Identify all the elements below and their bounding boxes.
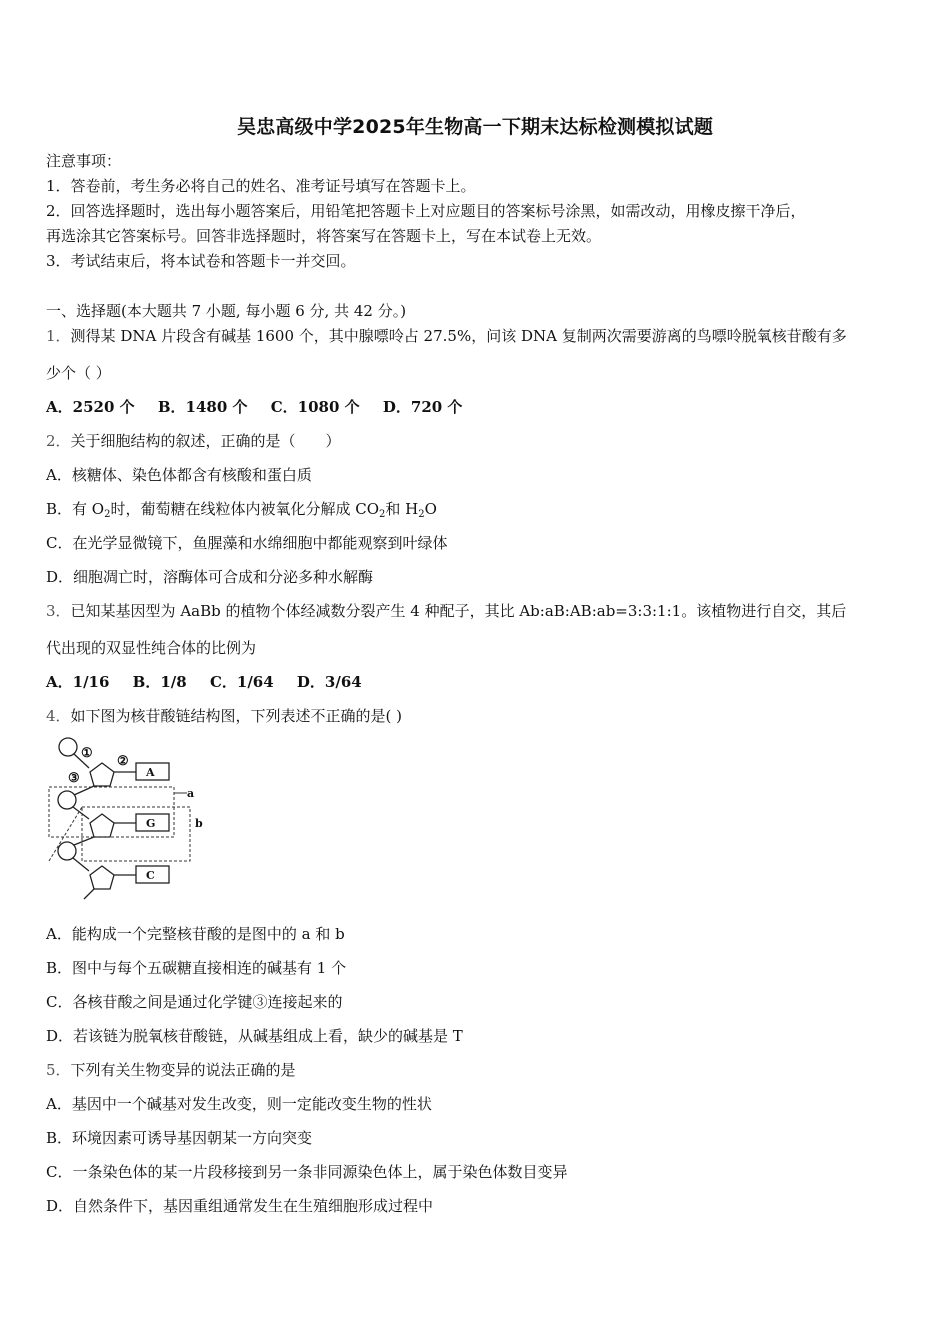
question-4-option-b: B．图中与每个五碳糖直接相连的碱基有 1 个 xyxy=(46,959,347,977)
base-label-a: A xyxy=(146,766,155,779)
option-a: A．1/16 xyxy=(46,673,110,691)
question-number: 5． xyxy=(46,1061,71,1079)
option-b: B．1/8 xyxy=(132,673,187,691)
question-2-option-a: A．核糖体、染色体都含有核酸和蛋白质 xyxy=(46,466,312,484)
question-number: 4． xyxy=(46,707,71,725)
question-2-option-c: C．在光学显微镜下，鱼腥藻和水绵细胞中都能观察到叶绿体 xyxy=(46,534,448,552)
phosphate-1 xyxy=(59,738,77,756)
notice-item-1: 1．答卷前，考生务必将自己的姓名、准考证号填写在答题卡上。 xyxy=(46,177,476,195)
question-text: 已知某基因型为 AaBb 的植物个体经减数分裂产生 4 种配子，其比 Ab:aB:AB:ab=3:3:1:1。该植物进行自交，其后 xyxy=(70,602,847,620)
question-text: 测得某 DNA 片段含有碱基 1600 个，其中腺嘌呤占 27.5%，问该 DNA 复制两次需要游离的鸟嘌呤脱氧核苷酸有多 xyxy=(70,327,847,345)
label-1: ① xyxy=(81,746,93,761)
question-number: 2． xyxy=(46,432,71,450)
question-1 xyxy=(46,325,847,347)
question-number: 1． xyxy=(46,327,71,345)
question-5-option-b: B．环境因素可诱导基因朝某一方向突变 xyxy=(46,1129,313,1147)
question-text: 关于细胞结构的叙述，正确的是（ ） xyxy=(70,432,341,450)
question-3-cont: 代出现的双显性纯合体的比例为 xyxy=(46,639,257,657)
question-text: 下列有关生物变异的说法正确的是 xyxy=(70,1061,296,1079)
question-5-option-d: D．自然条件下，基因重组通常发生在生殖细胞形成过程中 xyxy=(46,1197,434,1215)
question-1-options xyxy=(46,396,480,418)
option-d: D．720 个 xyxy=(382,398,463,416)
pentose-1 xyxy=(90,763,114,786)
option-a: A．2520 个 xyxy=(46,398,135,416)
nucleotide-chain-figure xyxy=(44,735,219,905)
notice-heading: 注意事项： xyxy=(46,152,122,170)
question-4 xyxy=(46,705,402,727)
question-2-option-d: D．细胞凋亡时，溶酶体可合成和分泌多种水解酶 xyxy=(46,568,374,586)
phosphate-3 xyxy=(58,842,76,860)
question-4-option-c: C．各核苷酸之间是通过化学键③连接起来的 xyxy=(46,993,343,1011)
section-heading: 一、选择题(本大题共 7 小题, 每小题 6 分, 共 42 分。) xyxy=(46,302,407,320)
label-b: b xyxy=(195,817,203,830)
question-5-option-a: A．基因中一个碱基对发生改变，则一定能改变生物的性状 xyxy=(46,1095,432,1113)
notice-item-3: 3．考试结束后，将本试卷和答题卡一并交回。 xyxy=(46,252,356,270)
question-5 xyxy=(46,1059,296,1081)
question-2-option-b: B．有 $O_2$时，葡萄糖在线粒体内被氧化分解成 $CO_2$和 $H_2O$ xyxy=(46,500,437,520)
question-2 xyxy=(46,430,341,452)
question-4-option-a: A．能构成一个完整核苷酸的是图中的 a 和 b xyxy=(46,925,345,943)
page-title: 吴忠高级中学2025年生物高一下期末达标检测模拟试题 xyxy=(236,116,714,138)
notice-item-2-cont: 再选涂其它答案标号。回答非选择题时，将答案写在答题卡上，写在本试卷上无效。 xyxy=(46,227,602,245)
question-1-cont: 少个（ ） xyxy=(46,364,111,382)
label-3: ③ xyxy=(68,771,80,786)
label-a: a xyxy=(187,787,195,800)
question-3 xyxy=(46,600,846,622)
notice-item-2: 2．回答选择题时，选出每小题答案后，用铅笔把答题卡上对应题目的答案标号涂黑，如需改动，用橡皮擦干净后， xyxy=(46,202,806,220)
question-4-option-d: D．若该链为脱氧核苷酸链，从碱基组成上看，缺少的碱基是 T xyxy=(46,1027,463,1045)
base-label-g: G xyxy=(146,817,156,830)
pentose-2 xyxy=(90,814,114,837)
option-c: C．1/64 xyxy=(209,673,274,691)
question-3-options xyxy=(46,671,380,693)
question-number: 3． xyxy=(46,602,71,620)
question-text: 如下图为核苷酸链结构图，下列表述不正确的是( ) xyxy=(70,707,403,725)
option-d: D．3/64 xyxy=(296,673,362,691)
label-2: ② xyxy=(117,754,129,769)
pentose-3 xyxy=(90,866,114,889)
base-label-c: C xyxy=(146,869,155,882)
question-5-option-c: C．一条染色体的某一片段移接到另一条非同源染色体上，属于染色体数目变异 xyxy=(46,1163,568,1181)
phosphate-2 xyxy=(58,791,76,809)
option-c: C．1080 个 xyxy=(270,398,360,416)
option-b: B．1480 个 xyxy=(157,398,248,416)
